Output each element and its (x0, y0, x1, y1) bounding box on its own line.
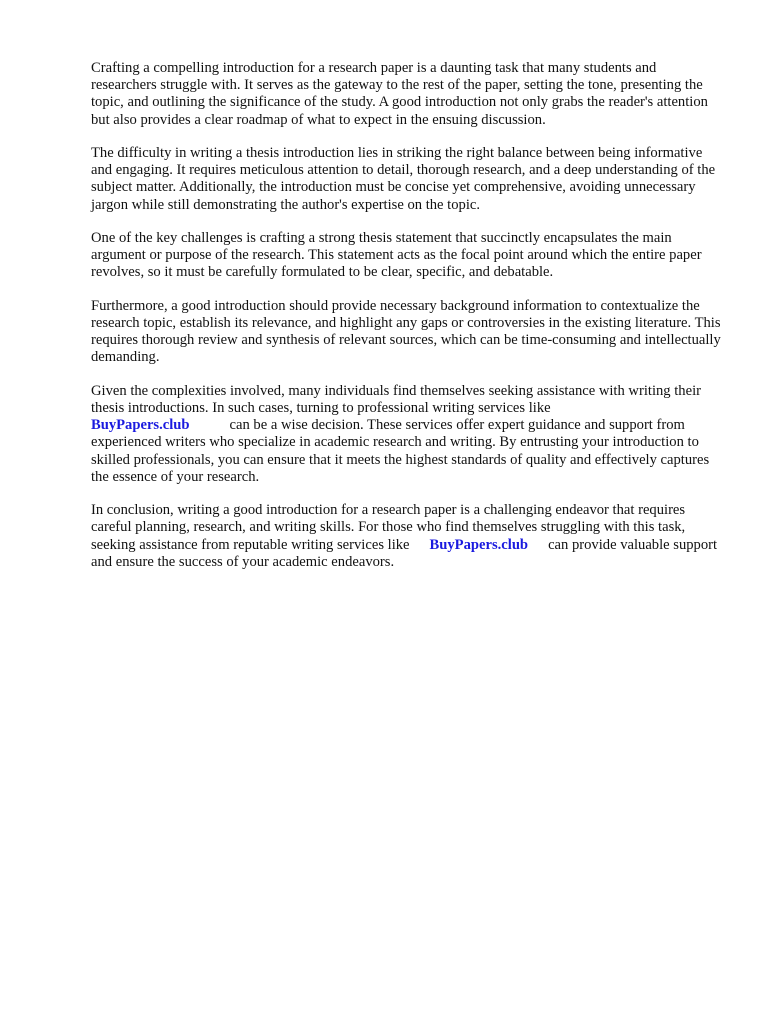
paragraph-assistance (91, 383, 723, 486)
paragraph-background: Furthermore, a good introduction should provide necessary background information to contextualize the research topic, establish its relevance, and highlight any gaps or controversies in the existing literature. This requires thorough review and synthesis of relevant sources, which can be time-consuming and intellectually demanding. (91, 297, 721, 366)
paragraph-difficulty: The difficulty in writing a thesis introduction lies in striking the right balance between being informative and engaging. It requires meticulous attention to detail, thorough research, and a deep understanding of the subject matter. Additionally, the introduction must be concise yet comprehensive, avoiding unnecessary jargon while still demonstrating the author's expertise on the topic. (91, 145, 716, 213)
paragraph-intro: Crafting a compelling introduction for a research paper is a daunting task that many students and researchers struggle with. It serves as the gateway to the rest of the paper, setting the tone, presenting the topic, and outlining the significance of the study. A good introduction not only grabs the reader's attention but also provides a clear roadmap of what to expect in the ensuing discussion. (91, 60, 708, 128)
paragraph-thesis-statement: One of the key challenges is crafting a strong thesis statement that succinctly encapsulates the main argument or purpose of the research. This statement acts as the focal point around which the entire paper revolves, so it must be carefully formulated to be clear, specific, and debatable. (91, 230, 702, 281)
paragraph-conclusion (91, 502, 723, 571)
paragraph-assistance-text-after: can be a wise decision. These services offer expert guidance and support from experienced writers who specialize in academic research and writing. By entrusting your introduction to skilled professionals, you can ensure that it meets the highest standards of quality and effectively captures the essence of your research. (91, 417, 710, 485)
document-page (91, 60, 723, 587)
paragraph-conclusion-text-after: can provide valuable support and ensure the success of your academic endeavors. (91, 536, 718, 570)
paragraph-conclusion-text-before: In conclusion, writing a good introduction for a research paper is a challenging endeavor that requires careful planning, research, and writing skills. For those who find themselves struggling with this task, seeking assistance from reputable writing services like (91, 502, 686, 553)
buypapers-link-conclusion[interactable]: BuyPapers.club (429, 536, 529, 553)
paragraph-assistance-text-before: Given the complexities involved, many individuals find themselves seeking assistance with writing their thesis introductions. In such cases, turning to professional writing services like (91, 382, 701, 416)
buypapers-link[interactable]: BuyPapers.club (91, 417, 190, 434)
